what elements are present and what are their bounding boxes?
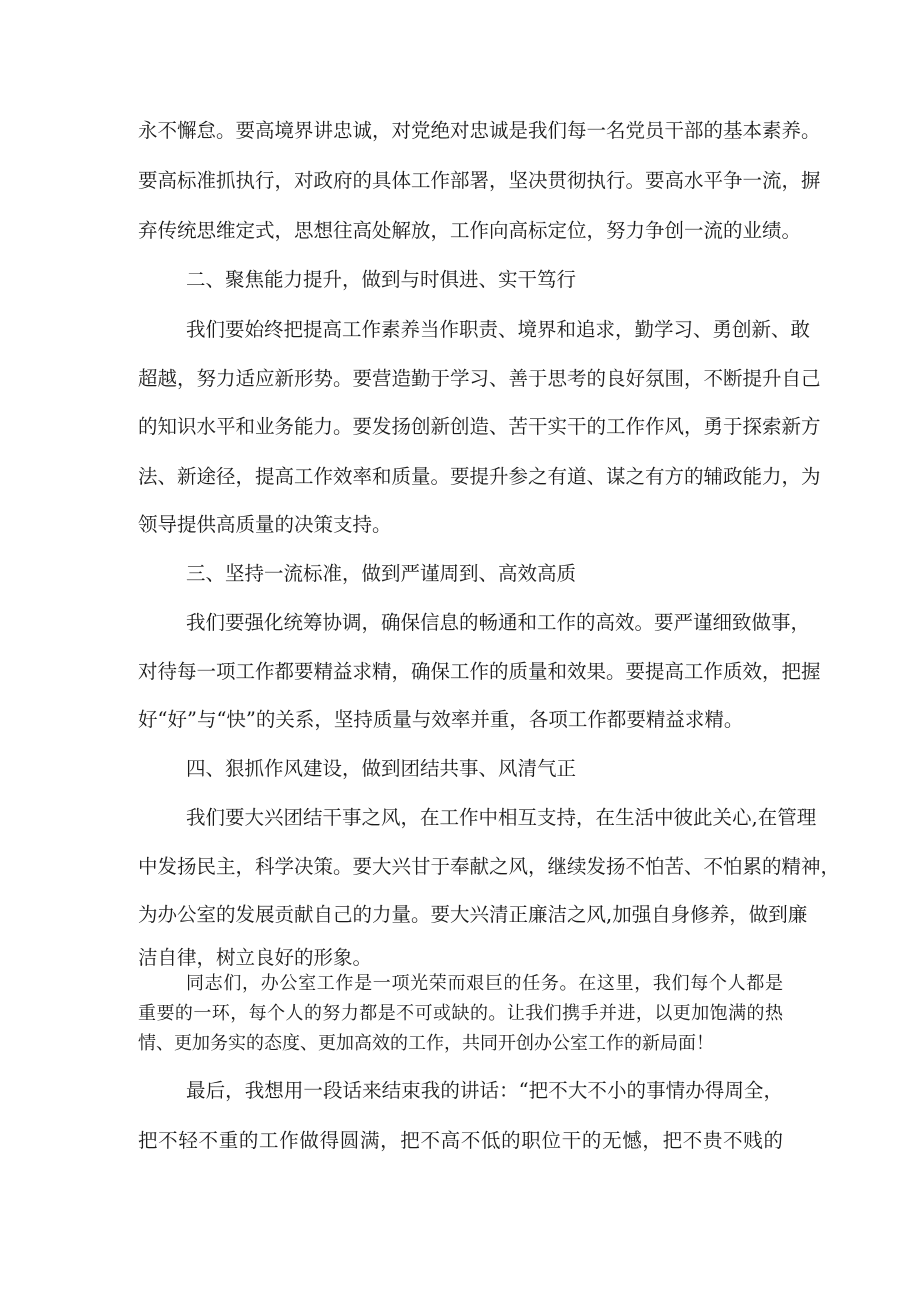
paragraph-line: 的知识水平和业务能力。要发扬创新创造、苦干实干的工作作风，勇于探索新方 bbox=[138, 415, 821, 438]
paragraph-line: 同志们，办公室工作是一项光荣而艰巨的任务。在这里，我们每个人都是 bbox=[186, 973, 783, 994]
paragraph-line: 领导提供高质量的决策支持。 bbox=[138, 513, 392, 536]
section-heading-2: 二、聚焦能力提升，做到与时俱进、实干笃行 bbox=[186, 268, 577, 291]
paragraph-line: 好“好”与“快”的关系，坚持质量与效率并重，各项工作都要精益求精。 bbox=[138, 708, 744, 731]
section-heading-4: 四、狠抓作风建设，做到团结共事、风清气正 bbox=[186, 757, 577, 780]
paragraph-line: 永不懈怠。要高境界讲忠诚，对党绝对忠诚是我们每一名党员干部的基本素养。 bbox=[138, 119, 821, 142]
paragraph-line: 把不轻不重的工作做得圆满，把不高不低的职位干的无憾，把不贵不贱的 bbox=[138, 1129, 783, 1152]
paragraph-line: 法、新途径，提高工作效率和质量。要提升参之有道、谋之有方的辅政能力，为 bbox=[138, 465, 821, 488]
paragraph-line: 中发扬民主，科学决策。要大兴甘于奉献之风，继续发扬不怕苦、不怕累的精神， bbox=[138, 855, 841, 878]
section-heading-3: 三、坚持一流标准，做到严谨周到、高效高质 bbox=[186, 562, 577, 585]
paragraph-line: 情、更加务实的态度、更加高效的工作，共同开创办公室工作的新局面！ bbox=[138, 1033, 714, 1054]
paragraph-line: 我们要强化统筹协调，确保信息的畅通和工作的高效。要严谨细致做事， bbox=[186, 611, 811, 634]
paragraph-line: 我们要大兴团结干事之风，在工作中相互支持，在生活中彼此关心,在管理 bbox=[186, 806, 817, 829]
paragraph-line: 要高标准抓执行，对政府的具体工作部署，坚决贯彻执行。要高水平争一流，摒 bbox=[138, 169, 821, 192]
paragraph-line: 弃传统思维定式，思想往高处解放，工作向高标定位，努力争创一流的业绩。 bbox=[138, 219, 802, 242]
paragraph-line: 最后，我想用一段话来结束我的讲话：“把不大不小的事情办得周全， bbox=[186, 1079, 783, 1102]
paragraph-line: 洁自律，树立良好的形象。 bbox=[138, 946, 373, 969]
paragraph-line: 为办公室的发展贡献自己的力量。要大兴清正廉洁之风,加强自身修养，做到廉 bbox=[138, 903, 808, 926]
paragraph-line: 我们要始终把提高工作素养当作职责、境界和追求，勤学习、勇创新、敢 bbox=[186, 318, 811, 341]
paragraph-line: 超越，努力适应新形势。要营造勤于学习、善于思考的良好氛围，不断提升自己 bbox=[138, 367, 821, 390]
paragraph-line: 对待每一项工作都要精益求精，确保工作的质量和效果。要提高工作质效，把握 bbox=[138, 660, 821, 683]
paragraph-line: 重要的一环，每个人的努力都是不可或缺的。让我们携手并进，以更加饱满的热 bbox=[138, 1003, 783, 1024]
